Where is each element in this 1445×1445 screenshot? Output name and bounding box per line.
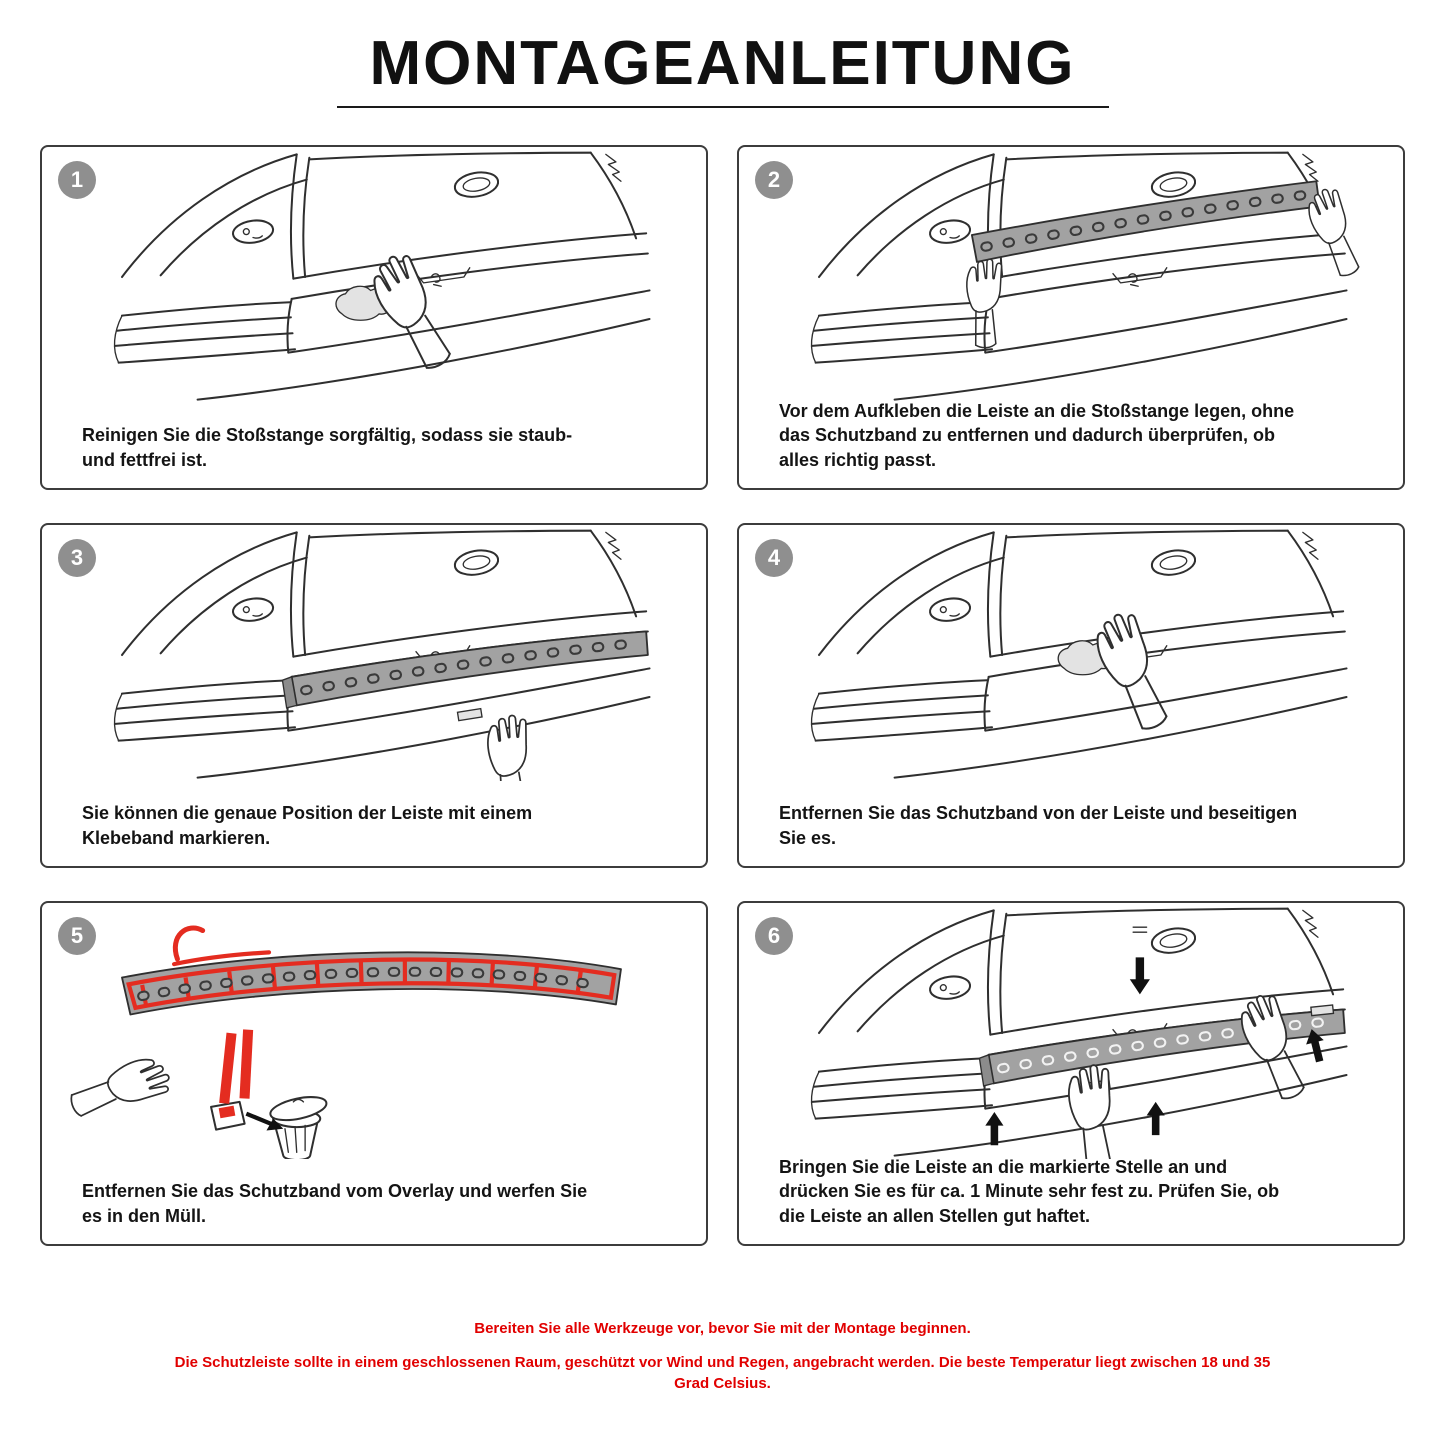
warning-prepare-tools: Bereiten Sie alle Werkzeuge vor, bevor Sie mit der Montage beginnen. bbox=[474, 1320, 971, 1337]
step-caption: Entfernen Sie das Schutzband von der Leiste und beseitigen Sie es. bbox=[779, 803, 1298, 848]
title-underline bbox=[337, 106, 1109, 108]
car-rear-drawing bbox=[745, 151, 1397, 403]
step-caption: Sie können die genaue Position der Leiste mit einem Klebeband markieren. bbox=[82, 803, 533, 848]
step-caption: Bringen Sie die Leiste an die markierte Stelle an und drücken Sie es für ca. 1 Minute sehr fest zu. Prüfen Sie, ob die Leiste an allen Stellen gut haftet. bbox=[779, 1157, 1280, 1226]
press-strip-illustration bbox=[745, 907, 1397, 1159]
press-up-arrow bbox=[1147, 1102, 1165, 1135]
hand-icon bbox=[1062, 1062, 1131, 1159]
step-panel-1 bbox=[40, 145, 708, 490]
step-panel-3 bbox=[40, 523, 708, 868]
red-tape-strip bbox=[239, 1029, 253, 1098]
car-outline bbox=[114, 153, 649, 400]
warning-environment: Die Schutzleiste sollte in einem geschlossenen Raum, geschützt vor Wind und Regen, angebracht werden. Die beste Temperatur liegt zwischen 18 und 35 Grad Celsius. bbox=[174, 1354, 1271, 1392]
clean-bumper-illustration bbox=[48, 151, 700, 403]
peeling-tape-curl bbox=[175, 928, 202, 959]
hand-icon bbox=[963, 258, 1012, 350]
protection-strip bbox=[972, 181, 1320, 262]
hand-icon bbox=[1231, 990, 1322, 1103]
overlay-strip-drawing bbox=[48, 907, 700, 1159]
press-down-arrow bbox=[1130, 927, 1150, 994]
step-panel-6 bbox=[737, 901, 1405, 1246]
remove-tape-illustration bbox=[745, 529, 1397, 781]
steps-grid bbox=[40, 145, 1405, 1246]
step-number-badge: 3 bbox=[58, 539, 96, 577]
step-panel-5 bbox=[40, 901, 708, 1246]
hand-icon bbox=[67, 1050, 174, 1134]
step-caption: Reinigen Sie die Stoßstange sorgfältig, sodass sie staub- und fettfrei ist. bbox=[82, 425, 573, 470]
step-panel-2 bbox=[737, 145, 1405, 490]
car-rear-drawing bbox=[745, 529, 1397, 781]
protection-strip bbox=[282, 631, 647, 707]
step-number-badge: 5 bbox=[58, 917, 96, 955]
protection-strip bbox=[979, 1005, 1344, 1092]
discard-tape-group bbox=[67, 1029, 328, 1159]
step-number-badge: 2 bbox=[755, 161, 793, 199]
step-caption: Entfernen Sie das Schutzband vom Overlay und werfen Sie es in den Müll. bbox=[82, 1181, 588, 1226]
step-number-badge: 1 bbox=[58, 161, 96, 199]
masking-tape-piece bbox=[457, 709, 482, 721]
step-number-badge: 4 bbox=[755, 539, 793, 577]
page-title: MONTAGEANLEITUNG bbox=[369, 29, 1076, 98]
overlay-tape-disposal-illustration bbox=[48, 907, 700, 1159]
step-panel-4 bbox=[737, 523, 1405, 868]
press-up-arrow bbox=[985, 1112, 1003, 1145]
overlay-strip bbox=[122, 928, 621, 1015]
car-rear-drawing bbox=[48, 151, 700, 403]
step-number-badge: 6 bbox=[755, 917, 793, 955]
test-fit-illustration bbox=[745, 151, 1397, 403]
mark-position-illustration bbox=[48, 529, 700, 781]
step-caption: Vor dem Aufkleben die Leiste an die Stoßstange legen, ohne das Schutzband zu entfernen und dadurch überprüfen, ob alles richtig passt. bbox=[779, 401, 1295, 470]
car-rear-drawing bbox=[745, 907, 1397, 1159]
hand-icon bbox=[1086, 608, 1187, 734]
red-tape-strip bbox=[219, 1033, 236, 1104]
sheet-header bbox=[0, 30, 1445, 108]
warnings-footer bbox=[0, 1318, 1445, 1394]
car-rear-drawing bbox=[48, 529, 700, 781]
